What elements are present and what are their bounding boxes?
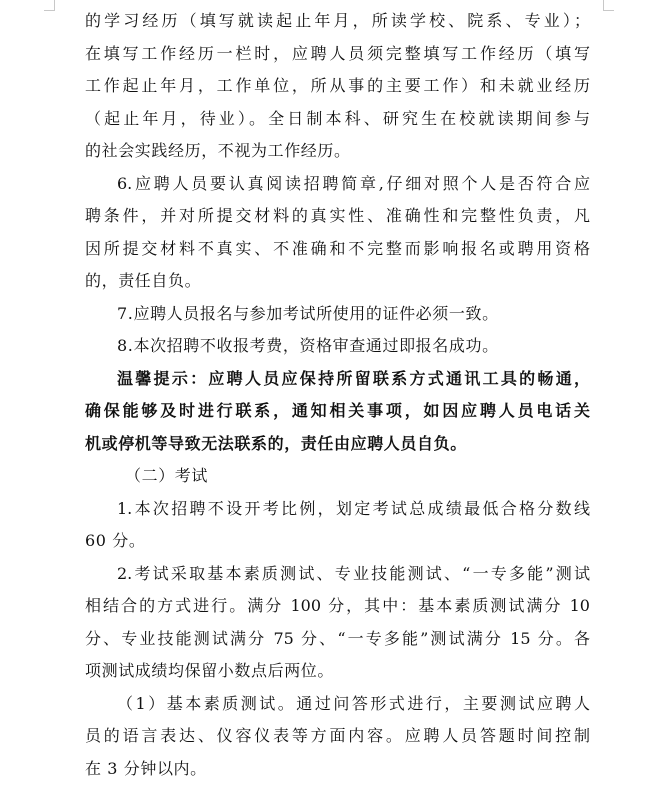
item-6-line: 6.应聘人员要认真阅读招聘简章,仔细对照个人是否符合应	[85, 168, 590, 201]
basic-quality-test-line: 在 3 分钟以内。	[85, 753, 590, 785]
item-6-line: 因所提交材料不真实、不准确和不完整而影响报名或聘用资格	[85, 233, 590, 266]
exam-item-2-line: 分、专业技能测试满分 75 分、“一专多能”测试满分 15 分。各	[85, 623, 590, 656]
warm-tip-line: 确保能够及时进行联系，通知相关事项，如因应聘人员电话关	[85, 395, 590, 428]
warm-tip-line: 机或停机等导致无法联系的，责任由应聘人员自负。	[85, 428, 590, 461]
basic-quality-test-line: （1）基本素质测试。通过问答形式进行，主要测试应聘人	[85, 688, 590, 721]
paragraph-line: 的社会实践经历，不视为工作经历。	[85, 135, 590, 168]
exam-item-2-line: 相结合的方式进行。满分 100 分，其中：基本素质测试满分 10	[85, 590, 590, 623]
document-body	[85, 5, 590, 785]
paragraph-line: 在填写工作经历一栏时，应聘人员须完整填写工作经历（填写	[85, 38, 590, 71]
section-heading-exam: （二）考试	[85, 460, 590, 493]
paragraph-line: 的学习经历（填写就读起止年月，所读学校、院系、专业）；	[85, 5, 590, 38]
exam-item-1-line: 1.本次招聘不设开考比例，划定考试总成绩最低合格分数线	[85, 493, 590, 526]
exam-item-1-line: 60 分。	[85, 525, 590, 558]
item-6-line: 的，责任自负。	[85, 265, 590, 298]
warm-tip-line: 温馨提示：应聘人员应保持所留联系方式通讯工具的畅通，	[85, 363, 590, 396]
exam-item-2-line: 项测试成绩均保留小数点后两位。	[85, 655, 590, 688]
item-8-line: 8.本次招聘不收报考费，资格审查通过即报名成功。	[85, 330, 590, 363]
page-corner-mark-right	[603, 0, 614, 11]
paragraph-line: 工作起止年月，工作单位，所从事的主要工作）和未就业经历	[85, 70, 590, 103]
exam-item-2-line: 2.考试采取基本素质测试、专业技能测试、“一专多能”测试	[85, 558, 590, 591]
basic-quality-test-line: 员的语言表达、仪容仪表等方面内容。应聘人员答题时间控制	[85, 720, 590, 753]
page-corner-mark-left	[44, 0, 55, 11]
item-7-line: 7.应聘人员报名与参加考试所使用的证件必须一致。	[85, 298, 590, 331]
paragraph-line: （起止年月，待业）。全日制本科、研究生在校就读期间参与	[85, 103, 590, 136]
item-6-line: 聘条件，并对所提交材料的真实性、准确性和完整性负责，凡	[85, 200, 590, 233]
